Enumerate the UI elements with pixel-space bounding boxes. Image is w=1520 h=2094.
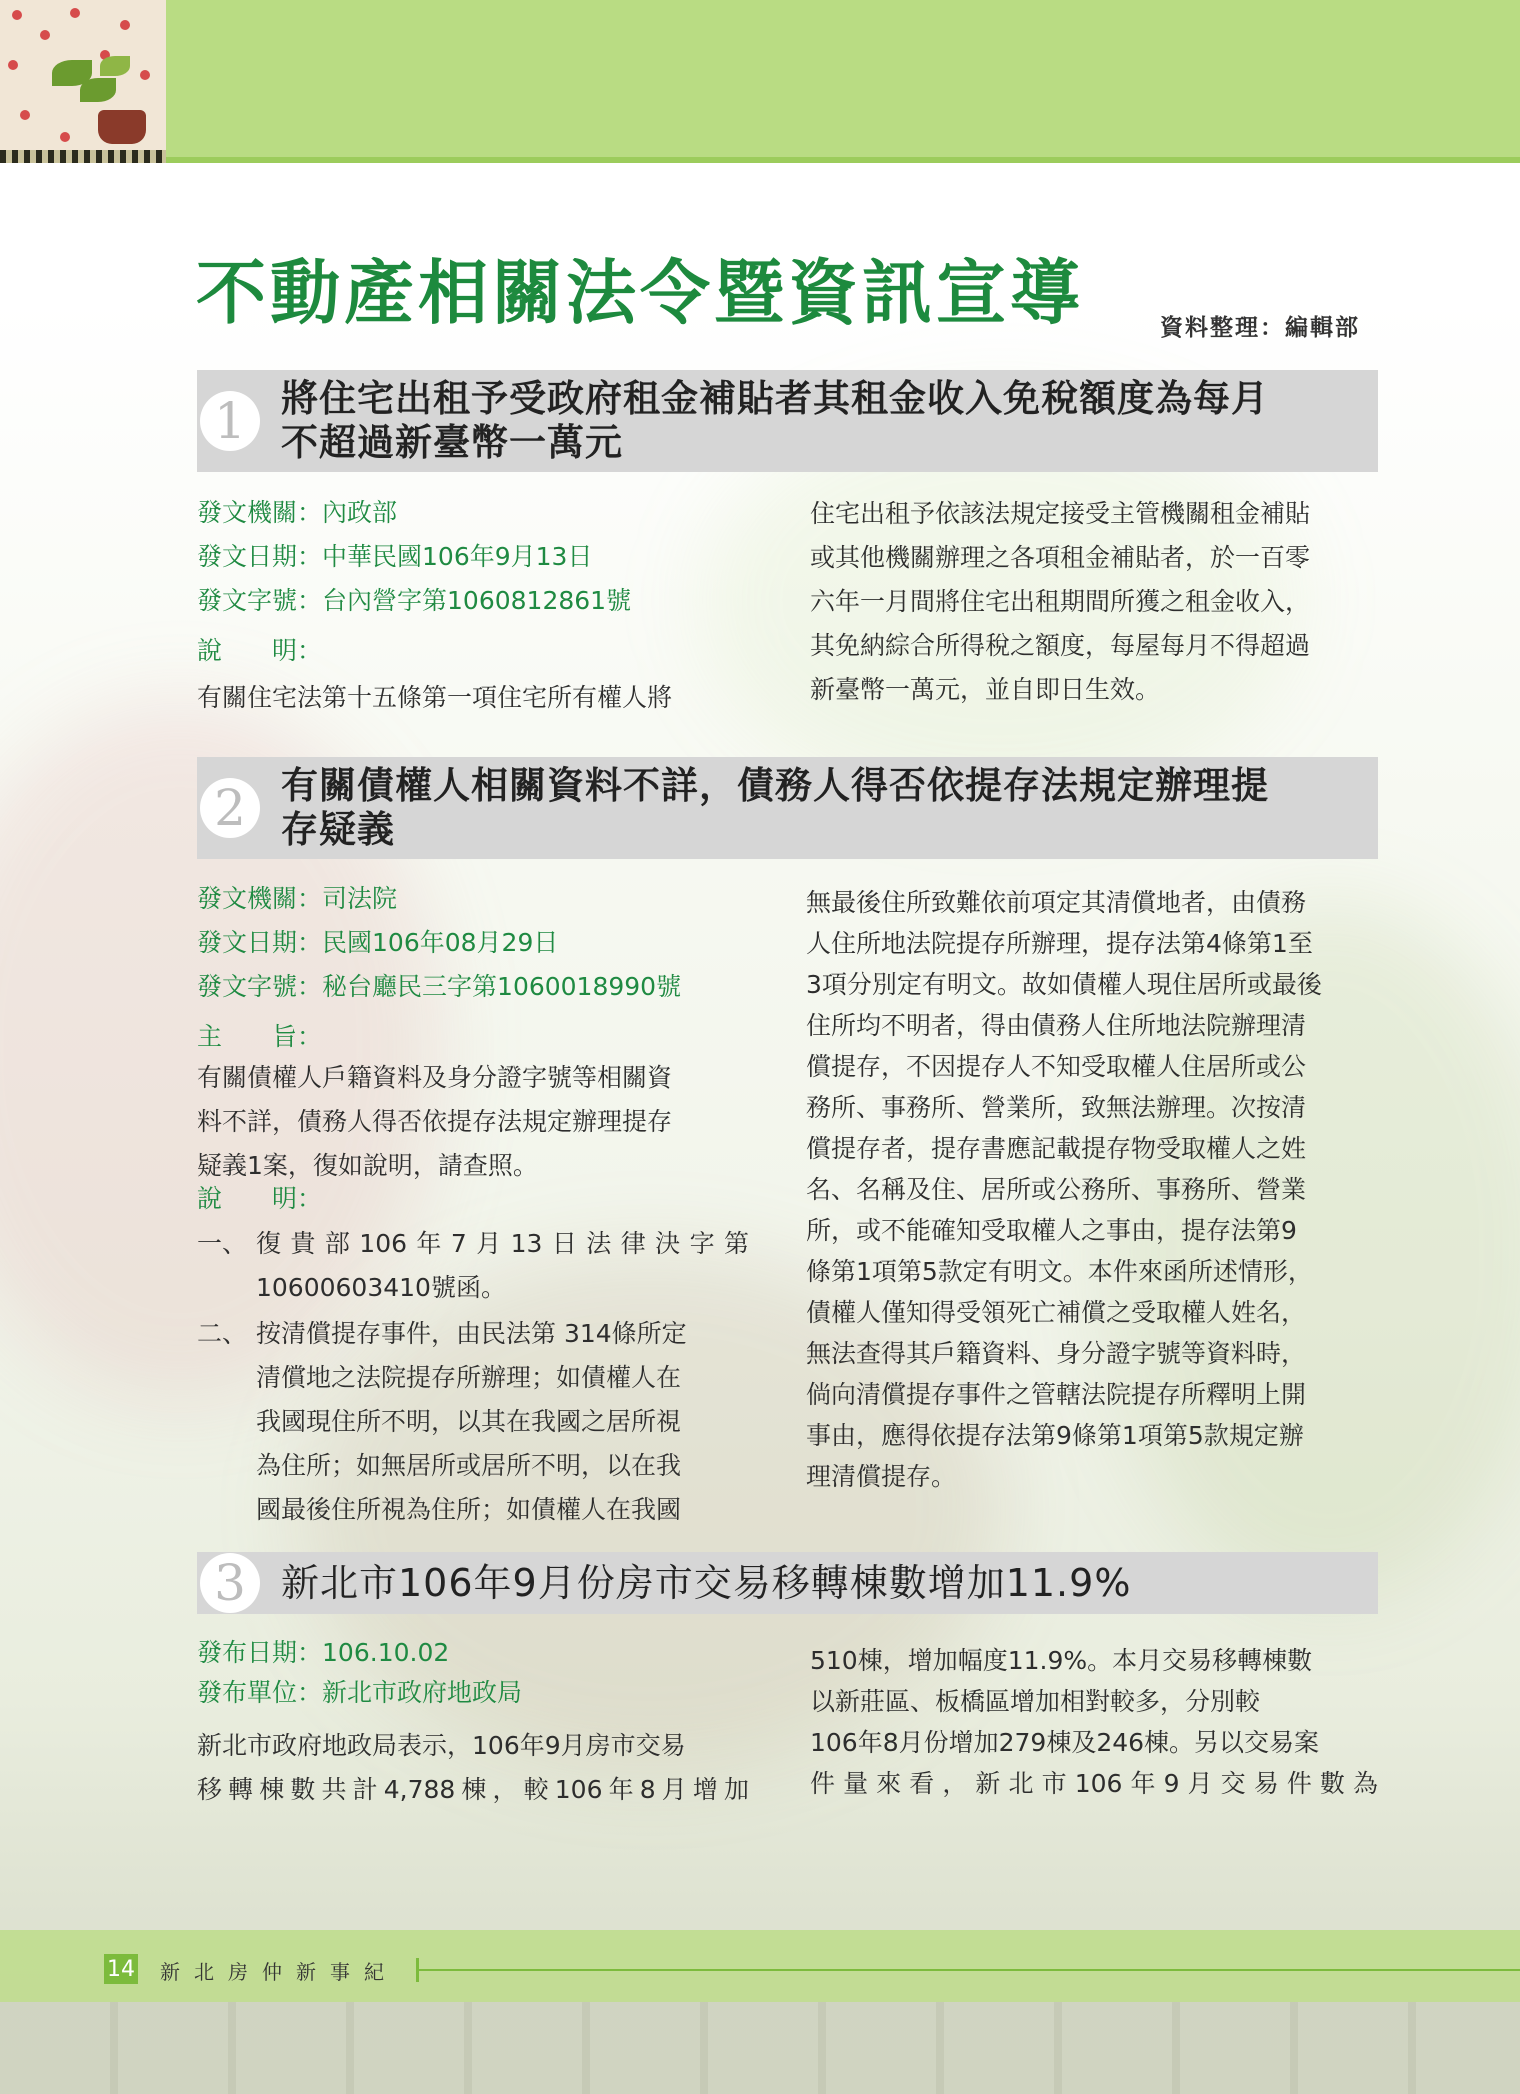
meta-issuer: 發文機關：內政部 [197, 498, 398, 527]
page-title: 不動產相關法令暨資訊宣導 [196, 252, 1084, 334]
header-band-line [0, 157, 1520, 163]
meta-doc-number: 發文字號：秘台廳民三字第1060018990號 [197, 972, 682, 1001]
corner-photo [0, 0, 166, 163]
section-title: 將住宅出租予受政府租金補貼者其租金收入免稅額度為每月 不超過新臺幣一萬元 [281, 377, 1269, 464]
section-3-left-text: 新北市政府地政局表示，106年9月房市交易 移轉棟數共計4,788棟，較106年8月增加 [197, 1731, 749, 1804]
section-number: 2 [200, 778, 260, 838]
section-2-subject-text: 有關債權人戶籍資料及身分證字號等相關資 料不詳，債務人得否依提存法規定辦理提存 疑義1案，復如說明，請查照。 [197, 1063, 673, 1180]
meta-date: 發文日期：民國106年08月29日 [197, 928, 559, 957]
meta-publisher: 發布單位：新北市政府地政局 [197, 1678, 523, 1707]
list-marker: 二、 [197, 1319, 248, 1348]
header-band [0, 0, 1520, 163]
page-number: 14 [104, 1954, 138, 1984]
section-1-right-text: 住宅出租予依該法規定接受主管機關租金補貼 或其他機關辦理之各項租金補貼者，於一百零 六年一月間將住宅出租期間所獲之租金收入， 其免納綜合所得稅之額度，每屋每月不得超過 新臺幣一萬元，並自即日生效。 [810, 499, 1311, 704]
explain-item-1: 一、 復貴部106年7月13日法律決字第 10600603410號函。 [197, 1222, 749, 1310]
list-marker: 一、 [197, 1229, 248, 1258]
section-3-header [197, 1552, 1378, 1614]
meta-doc-number: 發文字號：台內營字第1060812861號 [197, 586, 632, 615]
section-title: 有關債權人相關資料不詳，債務人得否依提存法規定辦理提 存疑義 [281, 764, 1269, 851]
meta-publish-date: 發布日期：106.10.02 [197, 1638, 450, 1667]
section-title: 新北市106年9月份房市交易移轉棟數增加11.9% [281, 1561, 1132, 1605]
section-number: 1 [200, 391, 260, 451]
meta-subject-label: 主 旨： [197, 1022, 323, 1051]
section-1-left-text: 有關住宅法第十五條第一項住宅所有權人將 [197, 683, 673, 712]
meta-explain-label: 說 明： [197, 1184, 323, 1213]
meta-explain-label: 說 明： [197, 636, 323, 665]
section-2-header [197, 757, 1378, 859]
magazine-name: 新北房仲新事紀 [160, 1960, 398, 1984]
section-number: 3 [200, 1553, 260, 1613]
background-fence [0, 2002, 1520, 2094]
section-3-right-text: 510棟，增加幅度11.9%。本月交易移轉棟數 以新莊區、板橋區增加相對較多，分別較 106年8月份增加279棟及246棟。另以交易案 件量來看，新北市106年9月交易件數為 [810, 1646, 1378, 1798]
byline: 資料整理：編輯部 [1160, 315, 1360, 341]
section-1-header [197, 370, 1378, 472]
meta-date: 發文日期：中華民國106年9月13日 [197, 542, 593, 571]
section-2-right-text: 無最後住所致難依前項定其清償地者，由債務 人住所地法院提存所辦理，提存法第4條第1至 3項分別定有明文。故如債權人現住居所或最後 住所均不明者，得由債務人住所地法院辦理清 償提存，不因提存人不知受取權人住居所或公 務所、事務所、營業所，致無法辦理。次按清 償提存者，提存書應記載提存物受取權人之姓 名、名稱及住、居所或公務所、事務所、營業 所，或不能確知受取權人之事由，提存法第9 條第1項第5款定有明文。本件來函所述情形， 債權人僅知得受領死亡補償之受取權人姓名， 無法查得其戶籍資料、身分證字號等資料時， 倘向清償提存事件之管轄法院提存所釋明上開 事由，應得依提存法第9條第1項第5款規定辦 理清償提存。 [806, 888, 1322, 1491]
explain-item-2: 二、 按清償提存事件，由民法第 314條所定 清償地之法院提存所辦理；如債權人在 我國現住所不明，以其在我國之居所視 為住所；如無居所或居所不明，以在我 國最後住所視為住所；如債權人在我國 [197, 1312, 749, 1532]
meta-issuer: 發文機關：司法院 [197, 884, 398, 913]
footer-rule [418, 1969, 1520, 1971]
